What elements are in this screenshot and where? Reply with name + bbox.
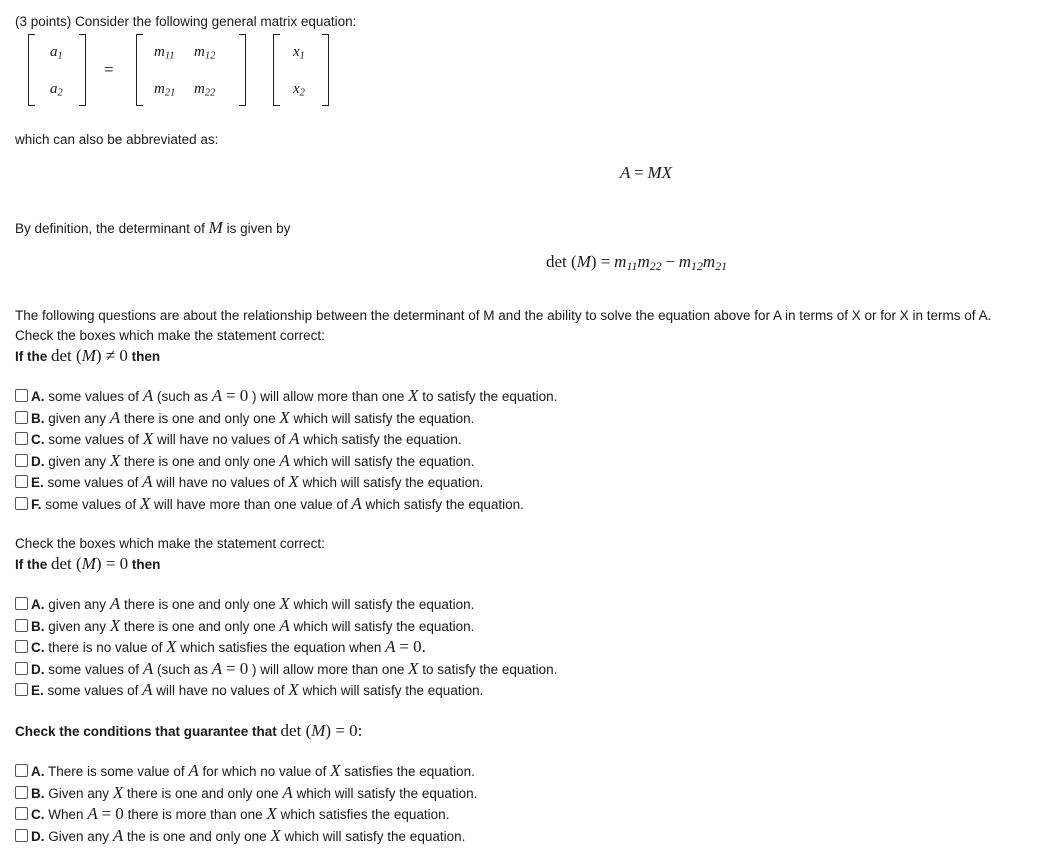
q3-option-a[interactable] bbox=[15, 761, 475, 781]
q3-option-d[interactable] bbox=[15, 826, 465, 846]
checkbox[interactable] bbox=[15, 411, 28, 424]
option-letter: A. bbox=[31, 597, 45, 612]
det-formula: $\det (M) = m_{11}m_{22} - m_{12}m_{21}$ bbox=[546, 252, 728, 273]
math-variable: A bbox=[142, 472, 153, 491]
option-text: (such as bbox=[156, 389, 209, 404]
math-variable: A bbox=[112, 825, 124, 845]
math-variable: A bbox=[289, 429, 300, 448]
option-text: (such as bbox=[156, 661, 209, 677]
q2-condition: If the det (M) = 0 then bbox=[15, 554, 161, 573]
option-letter: E. bbox=[31, 475, 44, 490]
option-text: will have no values of bbox=[156, 432, 286, 447]
checkbox[interactable] bbox=[15, 829, 28, 842]
option-text: which will satisfy the equation. bbox=[293, 618, 475, 634]
option-letter: A. bbox=[31, 764, 45, 779]
option-text: which satisfy the equation. bbox=[303, 432, 462, 447]
math-variable: A bbox=[211, 658, 223, 678]
checkbox[interactable] bbox=[15, 597, 28, 610]
checkbox[interactable] bbox=[15, 764, 28, 777]
math-variable: A bbox=[109, 407, 121, 427]
option-text: some values of bbox=[47, 683, 139, 698]
option-text: some values of bbox=[45, 496, 137, 512]
checkbox[interactable] bbox=[15, 432, 28, 445]
q1-option-c[interactable] bbox=[15, 429, 462, 449]
q3-option-b[interactable] bbox=[15, 783, 477, 803]
q3-prompt: Check the conditions that guarantee that det (M) = 0: bbox=[15, 721, 363, 740]
math-variable: A bbox=[188, 761, 199, 780]
q1-condition: If the det (M) ≠ 0 then bbox=[15, 346, 161, 365]
option-text: there is no value of bbox=[48, 640, 163, 655]
option-text: which will satisfy the equation. bbox=[296, 785, 478, 801]
option-text: some values of bbox=[48, 432, 140, 447]
checkbox[interactable] bbox=[15, 683, 28, 696]
math-variable: A bbox=[279, 615, 290, 635]
math-variable: A bbox=[211, 386, 223, 405]
option-text: which will satisfy the equation. bbox=[293, 410, 475, 426]
math-variable: A bbox=[142, 386, 154, 405]
option-text: there is one and only one bbox=[123, 597, 276, 612]
checkbox[interactable] bbox=[15, 807, 28, 820]
option-text: which will satisfy the equation. bbox=[302, 475, 484, 490]
abbrev-equation: A = MX bbox=[620, 163, 673, 182]
option-text: which will satisfy the equation. bbox=[302, 683, 484, 698]
abbrev-text: which can also be abbreviated as: bbox=[15, 132, 219, 147]
q1-option-f[interactable] bbox=[15, 494, 524, 514]
math-variable: A bbox=[282, 782, 293, 802]
math-variable: A bbox=[351, 493, 362, 513]
math-expression: = 0 bbox=[225, 658, 249, 678]
math-variable: A bbox=[385, 637, 396, 656]
option-text: given any bbox=[48, 453, 107, 469]
vector-a: $a_1$ $a_2$ bbox=[28, 34, 86, 106]
math-variable: X bbox=[266, 804, 277, 823]
checkbox[interactable] bbox=[15, 786, 28, 799]
det-definition: By definition, the determinant of M is given by bbox=[15, 218, 291, 237]
relationship-text: The following questions are about the relationship between the determinant of M and the ability to solve the equation above for A in terms of X or for X in terms of A. bbox=[15, 308, 992, 323]
option-letter: B. bbox=[31, 618, 45, 634]
option-text: which will satisfy the equation. bbox=[293, 597, 475, 612]
q1-option-a[interactable] bbox=[15, 386, 557, 406]
option-text: some values of bbox=[48, 389, 140, 404]
q2-option-e[interactable] bbox=[15, 680, 483, 700]
option-text: Given any bbox=[48, 785, 110, 801]
math-variable: A bbox=[142, 658, 154, 678]
math-variable: X bbox=[139, 493, 151, 513]
q1-option-b[interactable] bbox=[15, 408, 474, 428]
problem-intro: (3 points) Consider the following general matrix equation: bbox=[15, 14, 357, 29]
q2-option-a[interactable] bbox=[15, 594, 474, 614]
checkbox[interactable] bbox=[15, 475, 28, 488]
option-text: ) will allow more than one bbox=[252, 661, 405, 677]
checkbox[interactable] bbox=[15, 389, 28, 402]
option-letter: C. bbox=[31, 432, 45, 447]
option-text: to satisfy the equation. bbox=[422, 661, 558, 677]
q2-option-b[interactable] bbox=[15, 616, 474, 636]
option-text: given any bbox=[48, 410, 107, 426]
option-text: given any bbox=[48, 597, 107, 612]
q2-prompt: Check the boxes which make the statement correct: bbox=[15, 536, 325, 551]
option-text: there is one and only one bbox=[123, 453, 276, 469]
math-variable: X bbox=[109, 450, 121, 470]
math-variable: X bbox=[288, 680, 299, 699]
matrix-m: $m_{11}$ $m_{12}$ $m_{21}$ $m_{22}$ bbox=[136, 34, 246, 106]
math-variable: X bbox=[166, 637, 177, 656]
option-letter: B. bbox=[31, 410, 45, 426]
option-text: will have more than one value of bbox=[154, 496, 348, 512]
math-expression: = 0 bbox=[225, 386, 249, 405]
math-variable: X bbox=[279, 407, 290, 427]
option-text: there is one and only one bbox=[123, 618, 276, 634]
option-letter: D. bbox=[31, 828, 45, 844]
option-text: some values of bbox=[47, 475, 139, 490]
math-variable: X bbox=[408, 658, 419, 678]
q3-option-c[interactable] bbox=[15, 804, 449, 824]
option-text: will have no values of bbox=[156, 683, 285, 698]
math-variable: A bbox=[279, 450, 290, 470]
math-expression: = 0. bbox=[399, 637, 426, 656]
option-text: When bbox=[48, 807, 84, 822]
equals-sign: = bbox=[104, 60, 114, 79]
q1-prompt: Check the boxes which make the statement correct: bbox=[15, 328, 325, 343]
option-text: which will satisfy the equation. bbox=[293, 453, 475, 469]
option-text: satisfies the equation. bbox=[344, 764, 475, 779]
checkbox[interactable] bbox=[15, 454, 28, 467]
option-text: which satisfy the equation. bbox=[365, 496, 524, 512]
option-text: the is one and only one bbox=[126, 828, 267, 844]
option-letter: F. bbox=[31, 496, 42, 512]
option-letter: D. bbox=[31, 661, 45, 677]
math-variable: X bbox=[112, 782, 124, 802]
option-text: to satisfy the equation. bbox=[422, 389, 558, 404]
option-text: which satisfies the equation. bbox=[280, 807, 450, 822]
math-variable: X bbox=[109, 615, 121, 635]
option-letter: A. bbox=[31, 389, 45, 404]
math-variable: A bbox=[87, 804, 98, 823]
option-letter: B. bbox=[31, 785, 45, 801]
option-text: ) will allow more than one bbox=[252, 389, 405, 404]
math-expression: = 0 bbox=[101, 804, 124, 823]
option-text: some values of bbox=[48, 661, 140, 677]
math-variable: X bbox=[279, 594, 290, 613]
checkbox[interactable] bbox=[15, 619, 28, 632]
option-text: will have no values of bbox=[156, 475, 285, 490]
checkbox[interactable] bbox=[15, 497, 28, 510]
q2-option-d[interactable] bbox=[15, 659, 557, 679]
math-variable: X bbox=[142, 429, 154, 448]
math-variable: X bbox=[330, 761, 341, 780]
option-letter: D. bbox=[31, 453, 45, 469]
math-variable: X bbox=[408, 386, 419, 405]
option-letter: E. bbox=[31, 683, 44, 698]
q1-option-e[interactable] bbox=[15, 472, 483, 492]
option-text: Given any bbox=[48, 828, 110, 844]
option-text: which will satisfy the equation. bbox=[284, 828, 466, 844]
option-text: there is more than one bbox=[127, 807, 263, 822]
option-text: there is one and only one bbox=[126, 785, 279, 801]
option-text: given any bbox=[48, 618, 107, 634]
math-variable: X bbox=[288, 472, 299, 491]
option-text: for which no value of bbox=[202, 764, 327, 779]
option-letter: C. bbox=[31, 807, 45, 822]
option-text: There is some value of bbox=[48, 764, 185, 779]
math-variable: X bbox=[270, 825, 281, 845]
option-text: which satisfies the equation when bbox=[180, 640, 382, 655]
option-letter: C. bbox=[31, 640, 45, 655]
vector-x: $x_1$ $x_2$ bbox=[273, 34, 329, 106]
checkbox[interactable] bbox=[15, 640, 28, 653]
checkbox[interactable] bbox=[15, 662, 28, 675]
math-variable: A bbox=[109, 594, 121, 613]
math-variable: A bbox=[142, 680, 153, 699]
q2-option-c[interactable] bbox=[15, 637, 426, 657]
q1-option-d[interactable] bbox=[15, 451, 474, 471]
option-text: there is one and only one bbox=[123, 410, 276, 426]
